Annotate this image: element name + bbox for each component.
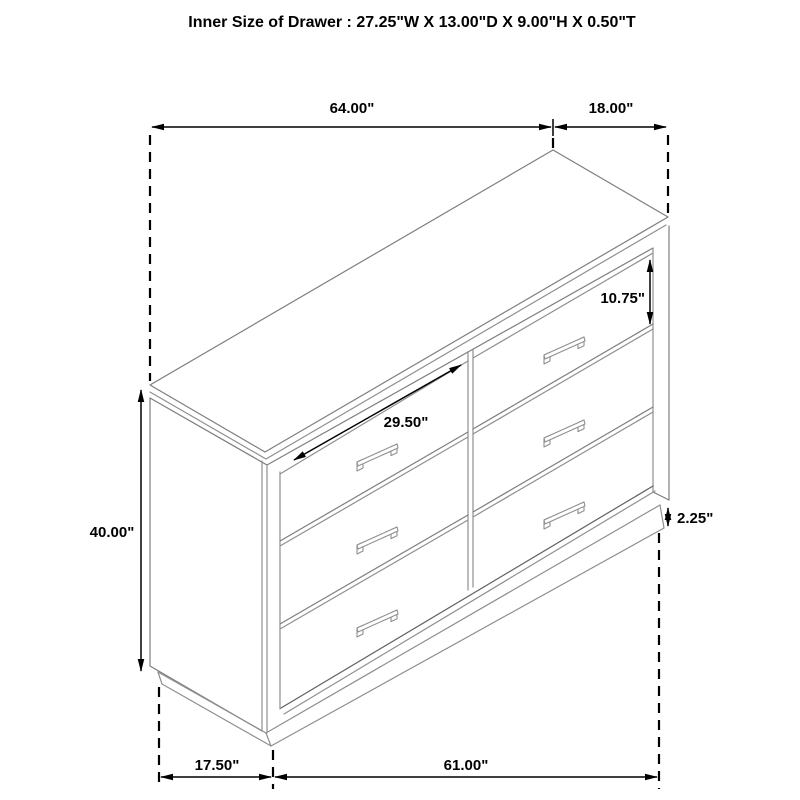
dim-top-depth-label: 18.00" [588,100,634,117]
dim-drawer-height-label: 10.75" [600,290,645,307]
dim-base-height-label: 2.25" [677,510,714,527]
dim-base-depth-label: 17.50" [194,757,240,774]
dim-top-width-label: 64.00" [329,100,375,117]
dim-overall-height-label: 40.00" [89,524,135,541]
diagram-title: Inner Size of Drawer : 27.25"W X 13.00"D X 9.00"H X 0.50"T [188,14,636,31]
dim-drawer-width-label: 29.50" [383,414,429,431]
dim-base-width-label: 61.00" [443,757,489,774]
